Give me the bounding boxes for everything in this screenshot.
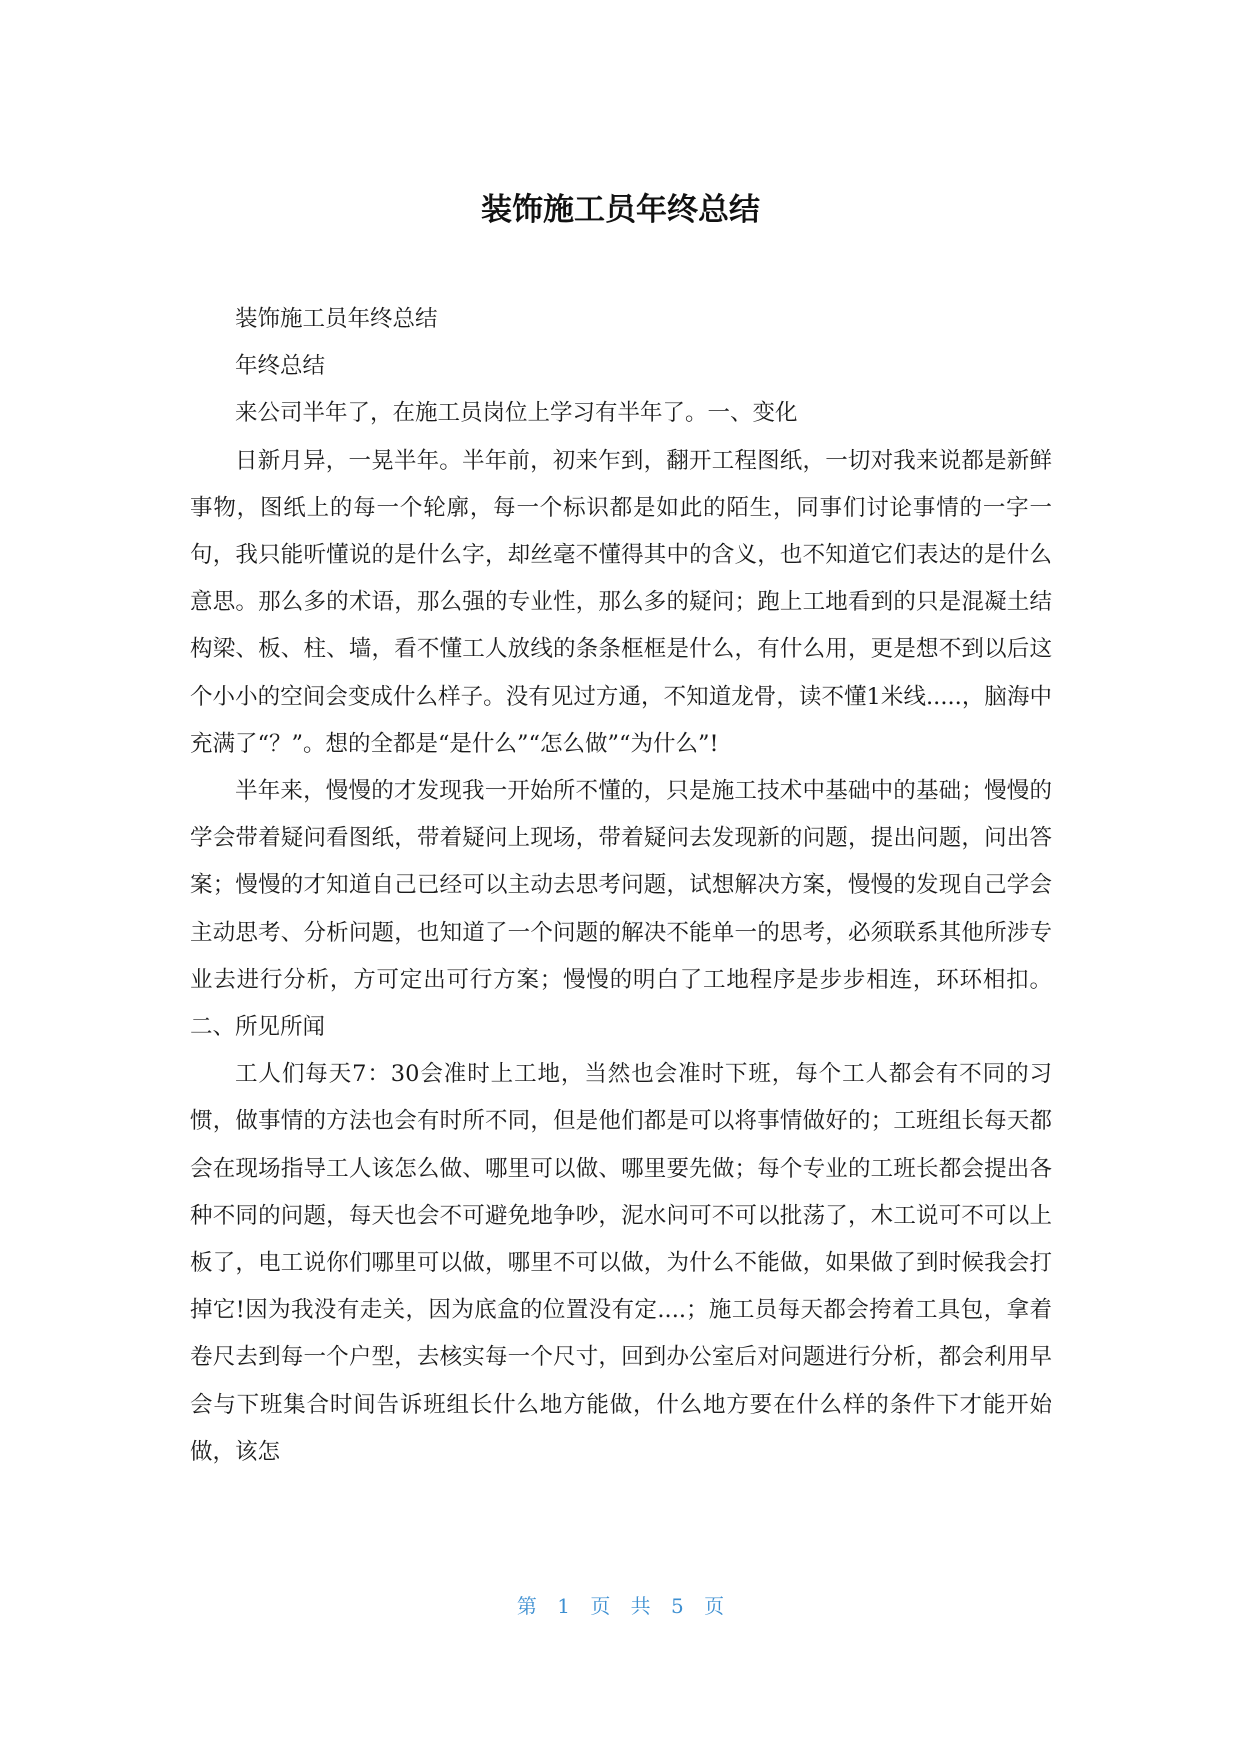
document-body	[190, 296, 1052, 1476]
page-footer	[0, 1592, 1241, 1620]
document-title: 装饰施工员年终总结	[481, 192, 760, 228]
footer-suffix: 页	[704, 1594, 725, 1618]
paragraph-heading: 装饰施工员年终总结	[235, 306, 438, 332]
footer-middle: 页 共	[590, 1594, 651, 1618]
paragraph-subheading: 年终总结	[235, 353, 326, 380]
footer-current-page: 1	[557, 1594, 570, 1618]
paragraph-half-year: 半年来，慢慢的才发现我一开始所不懂的，只是施工技术中基础中的基础；慢慢的学会带着疑问看图纸，带着疑问上现场，带着疑问去发现新的问题，提出问题，问出答案；慢慢的才知道自己已经可以主动去思考问题，试想解决方案，慢慢的发现自己学会主动思考、分析问题，也知道了一个问题的解决不能单一的思考，必须联系其他所涉专业去进行分析，方可定出可行方案；慢慢的明白了工地程序是步步相连，环环相扣。二、所见所闻	[190, 778, 1052, 1041]
footer-prefix: 第	[516, 1594, 537, 1618]
paragraph-intro: 来公司半年了，在施工员岗位上学习有半年了。一、变化	[235, 400, 798, 427]
paragraph-observations: 工人们每天7：30会准时上工地，当然也会准时下班，每个工人都会有不同的习惯，做事情的方法也会有时所不同，但是他们都是可以将事情做好的；工班组长每天都会在现场指导工人该怎么做、哪里可以做、哪里要先做；每个专业的工班长都会提出各种不同的问题，每天也会不可避免地争吵，泥水问可不可以批荡了，木工说可不可以上板了，电工说你们哪里可以做，哪里不可以做，为什么不能做，如果做了到时候我会打掉它!因为我没有走关，因为底盒的位置没有定....；施工员每天都会挎着工具包，拿着卷尺去到每一个户型，去核实每一个尺寸，回到办公室后对问题进行分析，都会利用早会与下班集合时间告诉班组长什么地方能做，什么地方要在什么样的条件下才能开始做，该怎	[190, 1061, 1052, 1465]
paragraph-change: 日新月异，一晃半年。半年前，初来乍到，翻开工程图纸，一切对我来说都是新鲜事物，图纸上的每一个轮廓，每一个标识都是如此的陌生，同事们讨论事情的一字一句，我只能听懂说的是什么字，却丝毫不懂得其中的含义，也不知道它们表达的是什么意思。那么多的术语，那么强的专业性，那么多的疑问；跑上工地看到的只是混凝土结构梁、板、柱、墙，看不懂工人放线的条条框框是什么，有什么用，更是想不到以后这个小小的空间会变成什么样子。没有见过方通，不知道龙骨，读不懂1米线.....，脑海中充满了“？”。想的全都是“是什么”“怎么做”“为什么”!	[190, 447, 1052, 757]
footer-total-pages: 5	[671, 1594, 684, 1618]
